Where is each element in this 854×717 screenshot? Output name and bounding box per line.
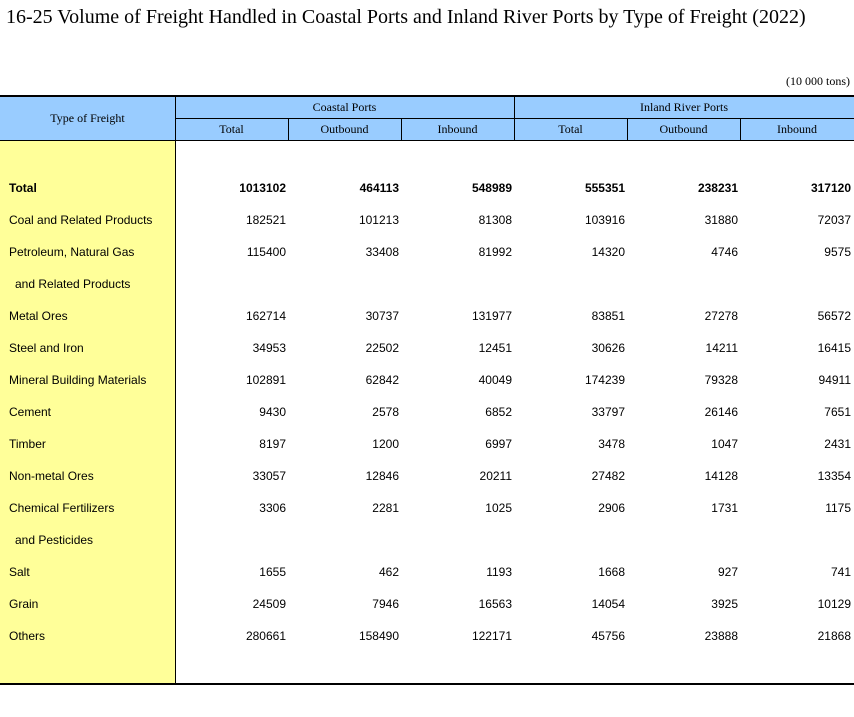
row-label: and Pesticides bbox=[15, 533, 94, 547]
row-label: Metal Ores bbox=[9, 309, 68, 323]
table-cell: 7651 bbox=[824, 405, 851, 419]
inland-total-header: Total bbox=[558, 122, 583, 136]
table-cell: 45756 bbox=[591, 629, 625, 643]
page-title: 16-25 Volume of Freight Handled in Coastal Ports and Inland River Ports by Type of Freight (2022) bbox=[6, 6, 806, 28]
table-cell: 280661 bbox=[245, 629, 286, 643]
table-cell: 103916 bbox=[584, 213, 625, 227]
table-cell: 317120 bbox=[810, 181, 851, 195]
table-cell: 23888 bbox=[704, 629, 738, 643]
table-cell: 101213 bbox=[358, 213, 399, 227]
table-cell: 1200 bbox=[372, 437, 399, 451]
table-cell: 102891 bbox=[245, 373, 286, 387]
table-cell: 24509 bbox=[252, 597, 286, 611]
row-label: Mineral Building Materials bbox=[9, 373, 147, 387]
table-cell: 56572 bbox=[817, 309, 851, 323]
table-cell: 6852 bbox=[485, 405, 512, 419]
table-cell: 2578 bbox=[372, 405, 399, 419]
table-cell: 1193 bbox=[486, 565, 512, 579]
table-cell: 27482 bbox=[591, 469, 625, 483]
table-cell: 464113 bbox=[359, 181, 399, 195]
table-cell: 1175 bbox=[825, 501, 851, 515]
table-cell: 1047 bbox=[711, 437, 738, 451]
table-cell: 72037 bbox=[817, 213, 851, 227]
table-cell: 27278 bbox=[704, 309, 738, 323]
table-cell: 131977 bbox=[471, 309, 512, 323]
table-cell: 13354 bbox=[817, 469, 851, 483]
row-label: Petroleum, Natural Gas bbox=[9, 245, 135, 259]
table-cell: 1668 bbox=[598, 565, 625, 579]
table-cell: 81308 bbox=[478, 213, 512, 227]
table-cell: 927 bbox=[717, 565, 738, 579]
table-cell: 33797 bbox=[591, 405, 625, 419]
table-cell: 1013102 bbox=[239, 181, 286, 195]
table-cell: 3478 bbox=[598, 437, 625, 451]
table-cell: 2906 bbox=[598, 501, 625, 515]
row-label: Coal and Related Products bbox=[9, 213, 153, 227]
inland-inbound-header: Inbound bbox=[777, 122, 817, 136]
table-cell: 16563 bbox=[478, 597, 512, 611]
table-cell: 174239 bbox=[584, 373, 625, 387]
table-cell: 10129 bbox=[817, 597, 851, 611]
row-label: Total bbox=[9, 181, 37, 195]
table-top-rule bbox=[0, 95, 854, 97]
table-cell: 12846 bbox=[365, 469, 399, 483]
table-cell: 462 bbox=[378, 565, 399, 579]
table-cell: 14054 bbox=[591, 597, 625, 611]
table-cell: 158490 bbox=[358, 629, 399, 643]
table-cell: 741 bbox=[830, 565, 851, 579]
coastal-ports-header: Coastal Ports bbox=[312, 100, 377, 114]
table-cell: 182521 bbox=[245, 213, 286, 227]
table-cell: 3306 bbox=[259, 501, 286, 515]
type-of-freight-header: Type of Freight bbox=[50, 111, 125, 125]
table-cell: 8197 bbox=[259, 437, 286, 451]
table-cell: 14320 bbox=[591, 245, 625, 259]
table-cell: 14211 bbox=[705, 341, 738, 355]
table-cell: 4746 bbox=[711, 245, 738, 259]
table-cell: 20211 bbox=[479, 469, 512, 483]
unit-label: (10 000 tons) bbox=[786, 74, 850, 88]
table-cell: 12451 bbox=[478, 341, 512, 355]
row-label: Cement bbox=[9, 405, 52, 419]
row-label: Timber bbox=[9, 437, 46, 451]
table-cell: 238231 bbox=[697, 181, 738, 195]
table-cell: 115400 bbox=[246, 245, 286, 259]
type-column-divider bbox=[175, 97, 176, 684]
table-cell: 122171 bbox=[471, 629, 512, 643]
table-cell: 21868 bbox=[817, 629, 851, 643]
table-cell: 1655 bbox=[259, 565, 286, 579]
table-cell: 94911 bbox=[818, 373, 851, 387]
row-label: Non-metal Ores bbox=[9, 469, 94, 483]
table-cell: 6997 bbox=[485, 437, 512, 451]
row-label: Others bbox=[9, 629, 46, 643]
table-cell: 1025 bbox=[485, 501, 512, 515]
table-cell: 9575 bbox=[824, 245, 851, 259]
table-cell: 2281 bbox=[372, 501, 399, 515]
table-cell: 30626 bbox=[591, 341, 625, 355]
table-cell: 162714 bbox=[245, 309, 286, 323]
table-cell: 33057 bbox=[252, 469, 286, 483]
row-label: Grain bbox=[9, 597, 39, 611]
table-cell: 22502 bbox=[365, 341, 399, 355]
table-cell: 31880 bbox=[704, 213, 738, 227]
inland-river-ports-header: Inland River Ports bbox=[640, 100, 728, 114]
table-cell: 34953 bbox=[252, 341, 286, 355]
table-cell: 81992 bbox=[478, 245, 512, 259]
table-cell: 9430 bbox=[259, 405, 286, 419]
row-label: Steel and Iron bbox=[9, 341, 84, 355]
table-cell: 30737 bbox=[365, 309, 399, 323]
table-cell: 40049 bbox=[478, 373, 512, 387]
table-cell: 14128 bbox=[704, 469, 738, 483]
table-cell: 62842 bbox=[365, 373, 399, 387]
table-cell: 7946 bbox=[372, 597, 399, 611]
header-bottom-rule bbox=[0, 140, 854, 141]
coastal-inbound-header: Inbound bbox=[437, 122, 478, 136]
table-cell: 2431 bbox=[824, 437, 851, 451]
table-cell: 548989 bbox=[471, 181, 512, 195]
row-label: and Related Products bbox=[15, 277, 131, 291]
table-cell: 83851 bbox=[591, 309, 625, 323]
row-label: Salt bbox=[9, 565, 30, 579]
table-cell: 16415 bbox=[817, 341, 851, 355]
table-cell: 1731 bbox=[711, 501, 738, 515]
table-bottom-rule bbox=[0, 683, 854, 685]
table-cell: 79328 bbox=[704, 373, 738, 387]
table-cell: 3925 bbox=[711, 597, 738, 611]
table-cell: 33408 bbox=[365, 245, 399, 259]
table-cell: 555351 bbox=[584, 181, 625, 195]
inland-outbound-header: Outbound bbox=[659, 122, 708, 136]
coastal-total-header: Total bbox=[219, 122, 244, 136]
row-label: Chemical Fertilizers bbox=[9, 501, 115, 515]
table-cell: 26146 bbox=[704, 405, 738, 419]
coastal-outbound-header: Outbound bbox=[320, 122, 369, 136]
